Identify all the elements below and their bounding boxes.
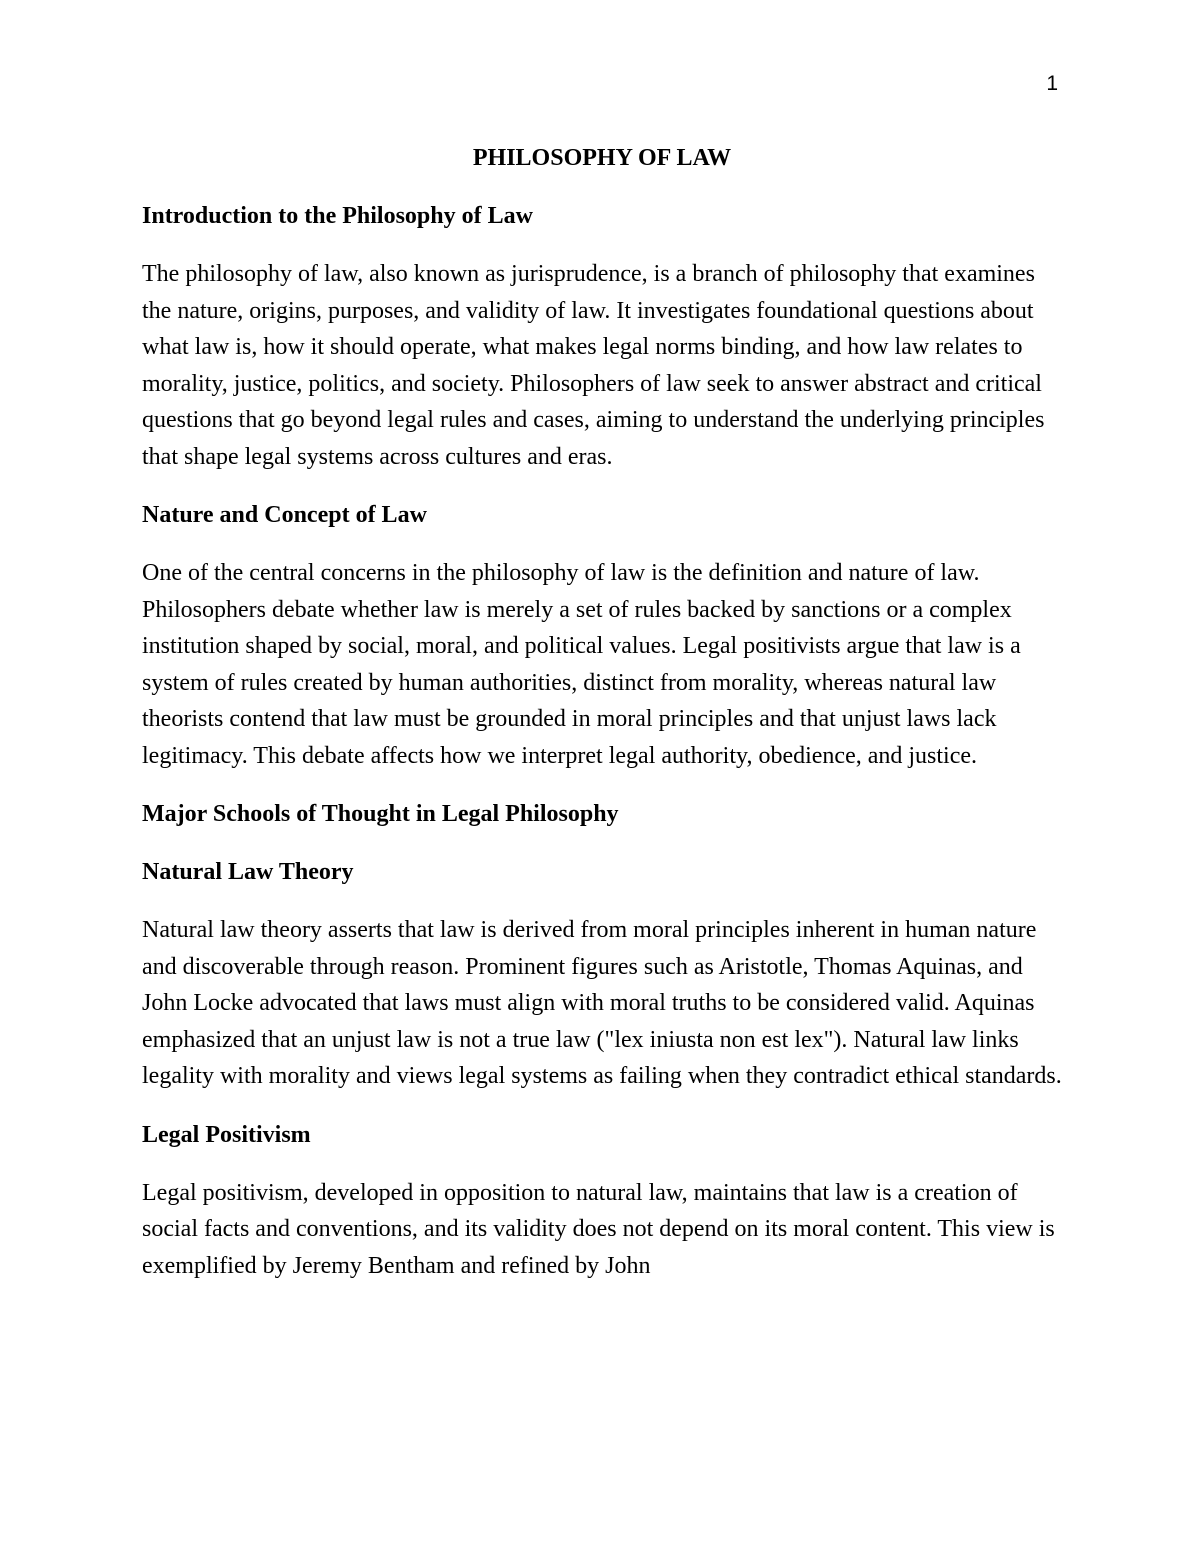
section-heading-major-schools: Major Schools of Thought in Legal Philosophy [142,801,619,827]
document-title: PHILOSOPHY OF LAW [472,145,732,171]
section-heading-introduction: Introduction to the Philosophy of Law [142,203,533,229]
section-paragraph-natural-law: Natural law theory asserts that law is derived from moral principles inherent in human nature and discoverable through reason. Prominent figures such as Aristotle, Thomas Aquinas, and John Locke advocated that laws must align with moral truths to be considered valid. Aquinas emphasized that an unjust law is not a true law ("lex iniusta non est lex"). Natural law links legality with morality and views legal systems as failing when they contradict ethical standards. [142,917,1062,1089]
section-paragraph-legal-positivism: Legal positivism, developed in opposition to natural law, maintains that law is a creation of social facts and conventions, and its validity does not depend on its moral content. This view is exemplified by Jeremy Bentham and refined by John [142,1179,1055,1279]
section-paragraph-nature-concept: One of the central concerns in the philosophy of law is the definition and nature of law. Philosophers debate whether law is merely a set of rules backed by sanctions or a complex institution shaped by social, moral, and political values. Legal positivists argue that law is a system of rules created by human authorities, distinct from morality, whereas natural law theorists contend that law must be grounded in moral principles and that unjust laws lack legitimacy. This debate affects how we interpret legal authority, obedience, and justice. [142,560,1021,769]
section-heading-natural-law: Natural Law Theory [142,859,354,885]
section-heading-legal-positivism: Legal Positivism [142,1121,311,1148]
document-body [142,140,1062,1306]
page-number: 1 [1046,72,1058,95]
section-heading-nature-concept: Nature and Concept of Law [142,502,427,528]
section-paragraph-introduction: The philosophy of law, also known as jurisprudence, is a branch of philosophy that examines the nature, origins, purposes, and validity of law. It investigates foundational questions about what law is, how it should operate, what makes legal norms binding, and how law relates to morality, justice, politics, and society. Philosophers of law seek to answer abstract and critical questions that go beyond legal rules and cases, aiming to understand the underlying principles that shape legal systems across cultures and eras. [142,261,1045,470]
